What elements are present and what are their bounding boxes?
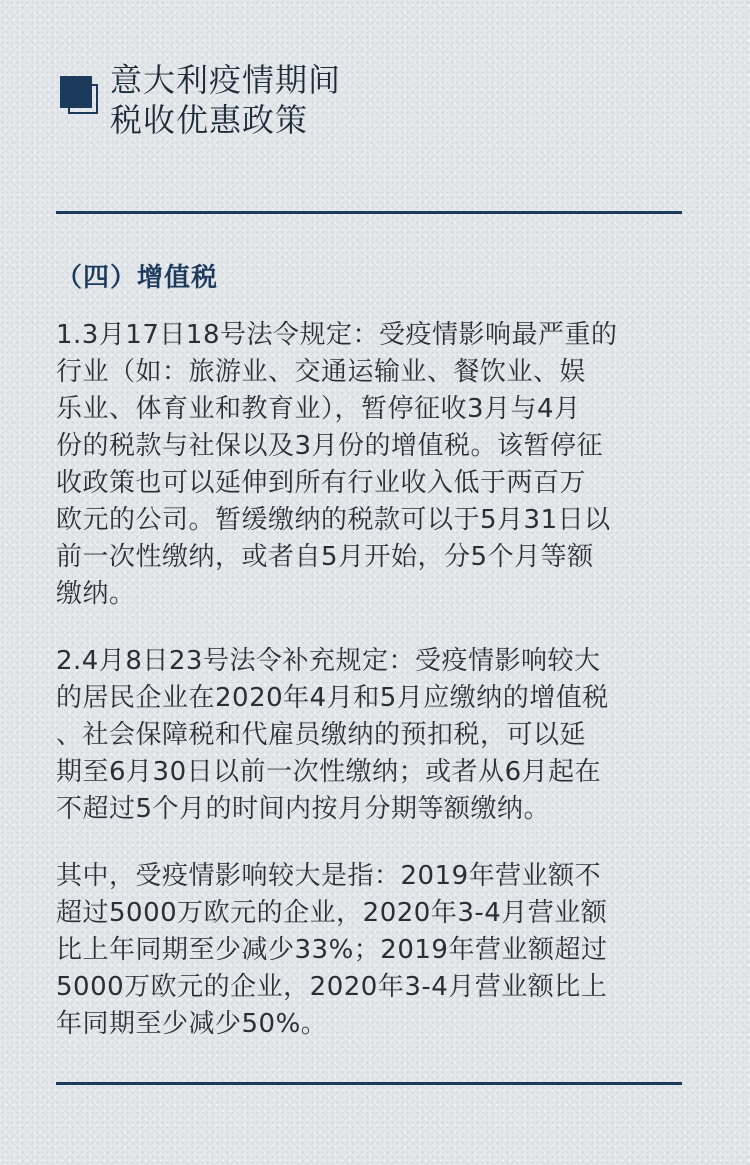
title-block xyxy=(60,60,341,140)
paragraph-line: 收政策也可以延伸到所有行业收入低于两百万 xyxy=(56,468,587,498)
section-heading: （四）增值税 xyxy=(56,263,219,293)
paragraph-line: 期至6月30日以前一次性缴纳；或者从6月起在 xyxy=(56,757,602,787)
paragraph-line: 的居民企业在2020年4月和5月应缴纳的增值税 xyxy=(56,683,609,713)
paragraph-line: 超过5000万欧元的企业，2020年3-4月营业额 xyxy=(56,898,608,928)
paragraph-line: 2.4月8日23号法令补充规定：受疫情影响较大 xyxy=(56,646,601,676)
paragraph-line: 不超过5个月的时间内按月分期等额缴纳。 xyxy=(56,794,551,824)
square-solid-icon xyxy=(60,76,92,108)
paragraph-line: 、社会保障税和代雇员缴纳的预扣税，可以延 xyxy=(56,720,587,750)
paragraph-line: 欧元的公司。暂缓缴纳的税款可以于5月31日以 xyxy=(56,505,611,535)
paragraph-line: 缴纳。 xyxy=(56,579,136,609)
paragraph-2 xyxy=(56,643,696,828)
paragraph-line: 份的税款与社保以及3月份的增值税。该暂停征 xyxy=(56,431,604,461)
paragraph-line: 行业（如：旅游业、交通运输业、餐饮业、娱 xyxy=(56,357,587,387)
page-title xyxy=(110,60,341,140)
paragraph-line: 乐业、体育业和教育业），暂停征收3月与4月 xyxy=(56,394,581,424)
page-title-line-2: 税收优惠政策 xyxy=(110,101,309,139)
page-title-line-1: 意大利疫情期间 xyxy=(110,61,342,99)
bottom-divider xyxy=(56,1082,682,1085)
paragraph-line: 1.3月17日18号法令规定：受疫情影响最严重的 xyxy=(56,320,618,350)
paragraph-line: 前一次性缴纳，或者自5月开始，分5个月等额 xyxy=(56,542,594,572)
paragraph-line: 比上年同期至少减少33%；2019年营业额超过 xyxy=(56,935,608,965)
top-divider xyxy=(56,211,682,214)
title-square-icon xyxy=(60,76,104,120)
paragraph-3 xyxy=(56,858,696,1043)
paragraph-line: 其中，受疫情影响较大是指：2019年营业额不 xyxy=(56,861,602,891)
paragraph-1 xyxy=(56,317,696,613)
paragraph-line: 年同期至少减少50%。 xyxy=(56,1009,328,1039)
paragraph-line: 5000万欧元的企业，2020年3-4月营业额比上 xyxy=(56,972,608,1002)
